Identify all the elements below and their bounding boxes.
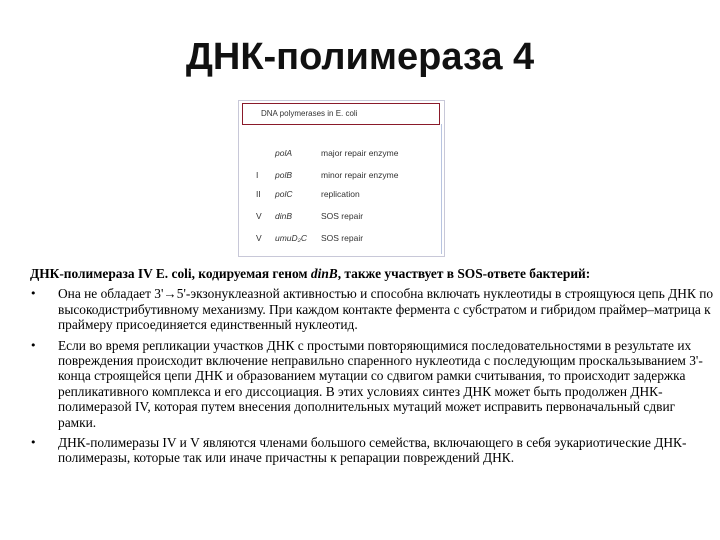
row-function: minor repair enzyme <box>321 170 399 180</box>
bullet-text: Она не обладает 3'→5'-экзонуклеазной активностью и способна включать нуклеотиды в строящуюся цепь ДНК по высокодистрибутивному механизму. При каждом контакте фермента с субстратом и гибридом праймер–матрица к праймеру присоединяется единственный нуклеотид. <box>58 286 714 333</box>
lead-text-start: ДНК-полимераза IV E. coli, кодируемая геном <box>30 266 311 281</box>
row-function: replication <box>321 189 360 199</box>
bullet-text: Если во время репликации участков ДНК с простыми повторяющимися последовательностями в результате их повреждения происходит включение неправильно спаренного нуклеотида с последующим проскальзыванием 3'-конца строящейся цепи ДНК и образованием мутации со сдвигом рамки считывания, то происходит задержка репликативного комплекса и его диссоциация. В этих условиях синтез ДНК может быть продолжен ДНК-полимеразой IV, которая путем внесения дополнительных мутаций может исправить первоначальный сдвиг рамки. <box>58 337 703 430</box>
figure-header: DNA polymerases in E. coli <box>242 103 440 125</box>
row-gene: dinB <box>275 211 293 221</box>
bullet-dot: • <box>30 287 37 301</box>
figure-row <box>239 170 444 184</box>
figure-row <box>239 189 444 203</box>
lead-text-end: , также участвует в SOS-ответе бактерий: <box>337 266 591 281</box>
polymerase-table-figure <box>238 100 445 257</box>
row-function: SOS repair <box>321 211 364 221</box>
row-gene: umuD₂C <box>275 233 308 243</box>
body-text <box>30 266 716 471</box>
row-number: V <box>256 233 262 243</box>
row-number: V <box>256 211 262 221</box>
row-gene: polC <box>275 189 293 199</box>
figure-row <box>239 148 444 162</box>
bullet-item <box>30 286 716 332</box>
row-function: major repair enzyme <box>321 148 399 158</box>
lead-gene-name: dinB <box>310 266 338 281</box>
row-gene: polB <box>275 170 293 180</box>
row-number: I <box>256 170 259 180</box>
bullet-dot: • <box>30 436 37 450</box>
bullet-item <box>30 338 716 430</box>
figure-row <box>239 211 444 225</box>
row-gene: polA <box>275 148 293 158</box>
bullet-text: ДНК-полимеразы IV и V являются членами большого семейства, включающего в себя эукариотические ДНК-полимеразы, которые так или иначе причастны к репарации повреждений ДНК. <box>58 435 687 466</box>
row-function: SOS repair <box>321 233 364 243</box>
figure-row <box>239 233 444 247</box>
slide-title: ДНК-полимераза 4 <box>185 36 535 78</box>
bullet-item <box>30 435 716 466</box>
row-number: II <box>256 189 261 199</box>
bullet-dot: • <box>30 338 37 352</box>
lead-paragraph <box>30 266 716 281</box>
